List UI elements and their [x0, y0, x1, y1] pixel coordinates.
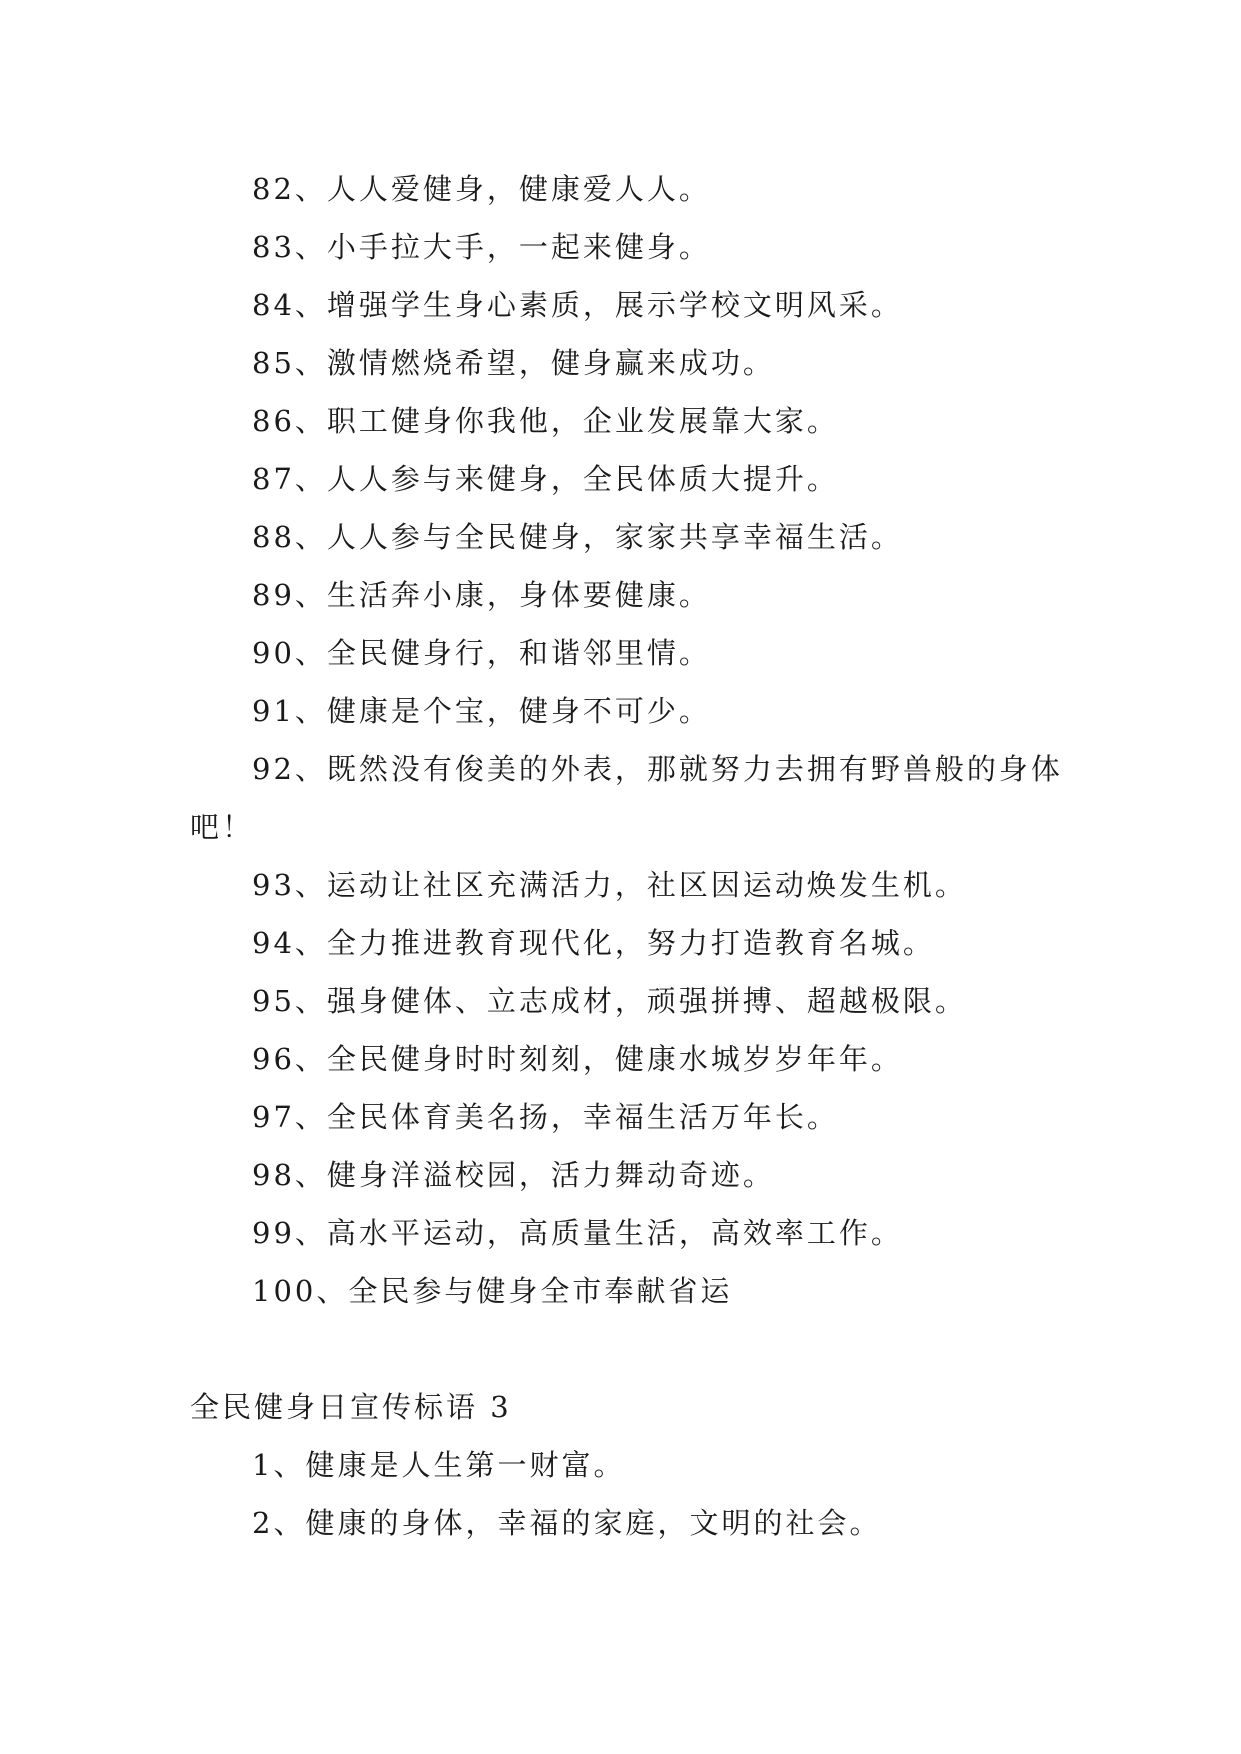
slogan-97: 97、全民体育美名扬，幸福生活万年长。 [252, 1100, 839, 1134]
slogan-92: 92、既然没有俊美的外表，那就努力去拥有野兽般的身体吧！ [190, 752, 1063, 844]
slogan-82: 82、人人爱健身，健康爱人人。 [252, 172, 711, 206]
section-slogan-2: 2、健康的身体，幸福的家庭，文明的社会。 [252, 1506, 882, 1540]
document-body [190, 160, 1070, 1552]
slogan-100: 100、全民参与健身全市奉献省运 [252, 1274, 733, 1308]
section-slogan-1: 1、健康是人生第一财富。 [252, 1448, 626, 1482]
slogan-94: 94、全力推进教育现代化，努力打造教育名城。 [252, 926, 935, 960]
slogan-86: 86、职工健身你我他，企业发展靠大家。 [252, 404, 839, 438]
slogan-89: 89、生活奔小康，身体要健康。 [252, 578, 711, 612]
slogan-98: 98、健身洋溢校园，活力舞动奇迹。 [252, 1158, 775, 1192]
slogan-90: 90、全民健身行，和谐邻里情。 [252, 636, 711, 670]
slogan-88: 88、人人参与全民健身，家家共享幸福生活。 [252, 520, 903, 554]
section-gap [190, 1320, 1070, 1378]
slogan-85: 85、激情燃烧希望，健身赢来成功。 [252, 346, 775, 380]
section-heading: 全民健身日宣传标语 3 [190, 1390, 512, 1424]
slogan-96: 96、全民健身时时刻刻，健康水城岁岁年年。 [252, 1042, 903, 1076]
slogan-91: 91、健康是个宝，健身不可少。 [252, 694, 711, 728]
slogan-83: 83、小手拉大手，一起来健身。 [252, 230, 711, 264]
slogan-95: 95、强身健体、立志成材，顽强拼搏、超越极限。 [252, 984, 967, 1018]
slogan-93: 93、运动让社区充满活力，社区因运动焕发生机。 [252, 868, 967, 902]
slogan-99: 99、高水平运动，高质量生活，高效率工作。 [252, 1216, 903, 1250]
slogan-84: 84、增强学生身心素质，展示学校文明风采。 [252, 288, 903, 322]
slogan-87: 87、人人参与来健身，全民体质大提升。 [252, 462, 839, 496]
